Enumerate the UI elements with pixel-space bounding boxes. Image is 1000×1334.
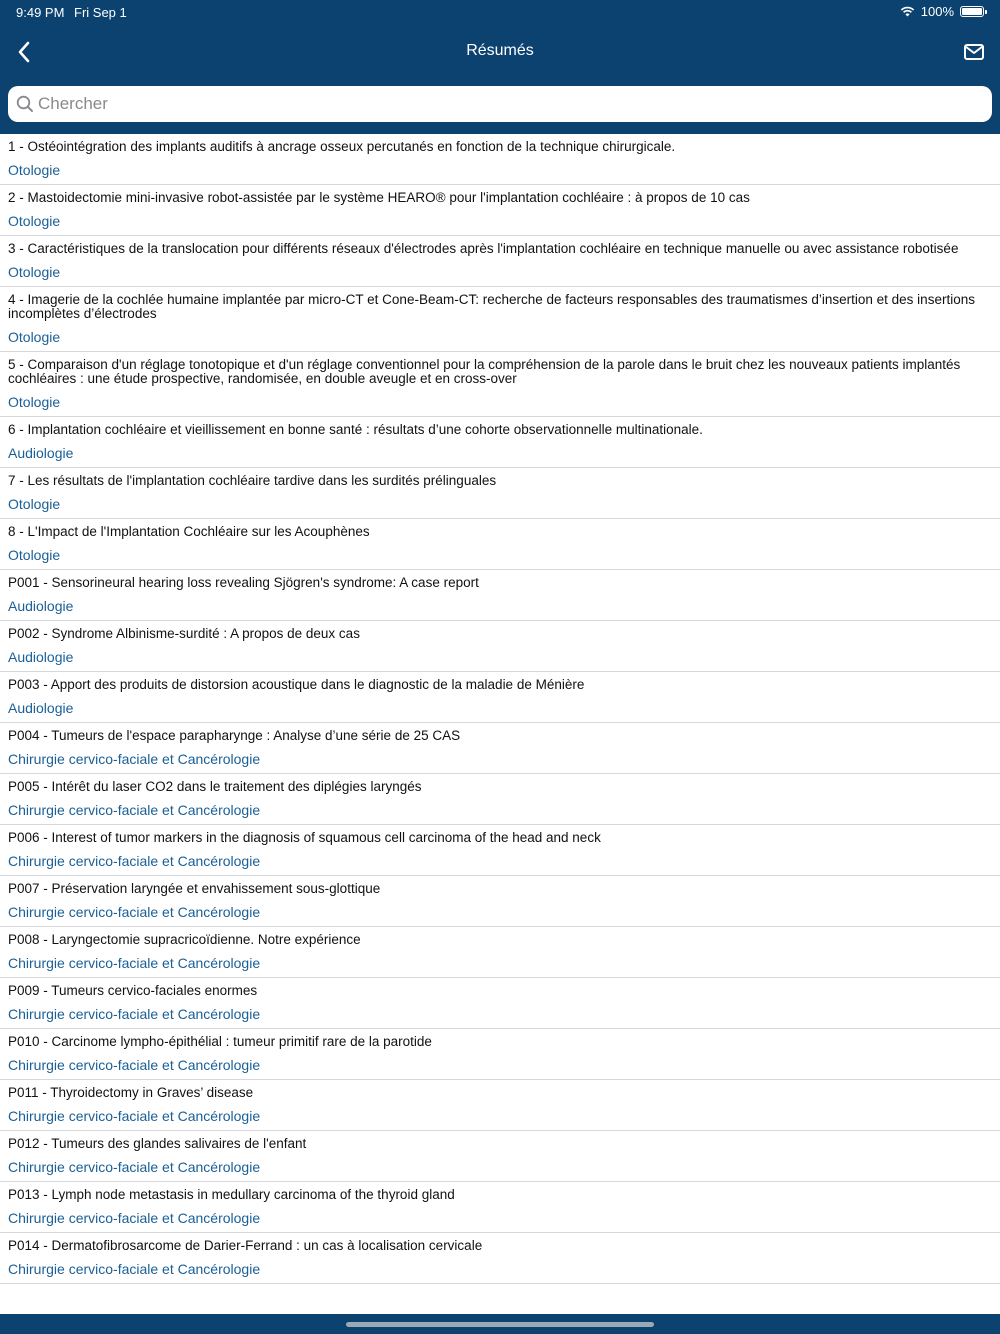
- abstract-category: Chirurgie cervico-faciale et Cancérologie: [8, 802, 261, 818]
- abstract-category: Otologie: [8, 496, 61, 512]
- abstract-title: P007 - Préservation laryngée et envahissement sous-glottique: [8, 881, 381, 896]
- abstract-category: Chirurgie cervico-faciale et Cancérologie: [8, 955, 261, 971]
- navigation-bar: [0, 30, 1000, 74]
- list-item[interactable]: [0, 876, 1000, 927]
- abstract-category: Chirurgie cervico-faciale et Cancérologie: [8, 751, 261, 767]
- abstract-category: Chirurgie cervico-faciale et Cancérologie: [8, 1057, 261, 1073]
- list-item[interactable]: [0, 1131, 1000, 1182]
- mail-button[interactable]: [960, 40, 988, 64]
- app-header: [0, 0, 1000, 134]
- abstract-category: Audiologie: [8, 649, 74, 665]
- abstract-category: Chirurgie cervico-faciale et Cancérologie: [8, 904, 261, 920]
- abstract-title: 7 - Les résultats de l'implantation cochléaire tardive dans les surdités prélinguales: [8, 473, 497, 488]
- list-item[interactable]: [0, 1233, 1000, 1284]
- list-item[interactable]: [0, 1029, 1000, 1080]
- abstract-title: 2 - Mastoidectomie mini-invasive robot-assistée par le système HEARO® pour l'implantation cochléaire : à propos de 10 cas: [8, 190, 750, 205]
- abstract-category: Otologie: [8, 394, 61, 410]
- abstract-category: Otologie: [8, 213, 61, 229]
- abstract-title: P002 - Syndrome Albinisme-surdité : A propos de deux cas: [8, 626, 360, 641]
- list-item[interactable]: [0, 978, 1000, 1029]
- status-bar: [0, 0, 1000, 24]
- list-item[interactable]: [0, 468, 1000, 519]
- abstract-title: P012 - Tumeurs des glandes salivaires de l'enfant: [8, 1136, 307, 1151]
- list-item[interactable]: [0, 287, 1000, 352]
- abstract-title: P011 - Thyroidectomy in Graves’ disease: [8, 1085, 254, 1100]
- abstract-category: Chirurgie cervico-faciale et Cancérologie: [8, 1108, 261, 1124]
- list-item[interactable]: [0, 825, 1000, 876]
- abstract-title: P010 - Carcinome lympho-épithélial : tumeur primitif rare de la parotide: [8, 1034, 432, 1049]
- abstract-title: 1 - Ostéointégration des implants auditifs à ancrage osseux percutanés en fonction de la technique chirurgicale.: [8, 139, 676, 154]
- bottom-bar: [0, 1314, 1000, 1334]
- abstract-category: Otologie: [8, 162, 61, 178]
- wifi-icon: [900, 6, 915, 17]
- search-bar: [8, 86, 992, 122]
- abstract-category: Audiologie: [8, 598, 74, 614]
- list-item[interactable]: [0, 774, 1000, 825]
- list-item[interactable]: [0, 417, 1000, 468]
- status-date: Fri Sep 1: [74, 5, 127, 20]
- list-item[interactable]: [0, 621, 1000, 672]
- abstract-category: Otologie: [8, 264, 61, 280]
- status-time: 9:49 PM: [16, 5, 65, 20]
- abstract-title: P009 - Tumeurs cervico-faciales enormes: [8, 983, 258, 998]
- abstract-title: 8 - L'Impact de l'Implantation Cochléaire sur les Acouphènes: [8, 524, 370, 539]
- list-item[interactable]: [0, 236, 1000, 287]
- abstract-category: Otologie: [8, 547, 61, 563]
- abstract-title: 4 - Imagerie de la cochlée humaine implantée par micro-CT et Cone-Beam-CT: recherche de facteurs responsables des traumatismes d’insertion et des insertions incomplètes d’électrodes: [8, 292, 975, 321]
- abstract-category: Chirurgie cervico-faciale et Cancérologie: [8, 1006, 261, 1022]
- list-item[interactable]: [0, 352, 1000, 417]
- abstract-title: P014 - Dermatofibrosarcome de Darier-Ferrand : un cas à localisation cervicale: [8, 1238, 483, 1253]
- abstract-title: 3 - Caractéristiques de la translocation pour différents réseaux d'électrodes après l'implantation cochléaire en technique manuelle ou avec assistance robotisée: [8, 241, 959, 256]
- abstract-title: 5 - Comparaison d'un réglage tonotopique et d'un réglage conventionnel pour la compréhension de la parole dans le bruit chez les nouveaux patients implantés cochléaires : une étude prospective, randomisée, en double aveugle et en cross-over: [8, 357, 961, 386]
- abstract-category: Audiologie: [8, 445, 74, 461]
- list-item[interactable]: [0, 1182, 1000, 1233]
- abstract-category: Chirurgie cervico-faciale et Cancérologie: [8, 853, 261, 869]
- list-item[interactable]: [0, 570, 1000, 621]
- abstract-category: Chirurgie cervico-faciale et Cancérologie: [8, 1159, 261, 1175]
- abstract-title: P003 - Apport des produits de distorsion acoustique dans le diagnostic de la maladie de Ménière: [8, 677, 585, 692]
- list-item[interactable]: [0, 519, 1000, 570]
- abstract-title: P004 - Tumeurs de l'espace parapharynge : Analyse d’une série de 25 CAS: [8, 728, 461, 743]
- status-indicators: [900, 4, 984, 19]
- abstract-category: Chirurgie cervico-faciale et Cancérologie: [8, 1261, 261, 1277]
- abstract-title: P006 - Interest of tumor markers in the diagnosis of squamous cell carcinoma of the head and neck: [8, 830, 601, 845]
- abstract-category: Chirurgie cervico-faciale et Cancérologie: [8, 1210, 261, 1226]
- abstract-title: P013 - Lymph node metastasis in medullary carcinoma of the thyroid gland: [8, 1187, 455, 1202]
- list-item[interactable]: [0, 723, 1000, 774]
- abstract-category: Audiologie: [8, 700, 74, 716]
- list-item[interactable]: [0, 672, 1000, 723]
- home-indicator[interactable]: [346, 1322, 654, 1327]
- abstract-title: P001 - Sensorineural hearing loss revealing Sjögren's syndrome: A case report: [8, 575, 479, 590]
- abstract-title: P008 - Laryngectomie supracricoïdienne. Notre expérience: [8, 932, 361, 947]
- search-input[interactable]: [38, 86, 978, 122]
- abstract-title: P005 - Intérêt du laser CO2 dans le traitement des diplégies laryngés: [8, 779, 422, 794]
- list-item[interactable]: [0, 134, 1000, 185]
- page-title: Résumés: [466, 42, 534, 59]
- battery-icon: [960, 6, 984, 17]
- search-icon: [16, 95, 34, 113]
- list-item[interactable]: [0, 1080, 1000, 1131]
- list-item[interactable]: [0, 927, 1000, 978]
- abstract-category: Otologie: [8, 329, 61, 345]
- list-item[interactable]: [0, 185, 1000, 236]
- abstract-list: [0, 134, 1000, 1314]
- envelope-icon: [960, 40, 988, 64]
- abstract-title: 6 - Implantation cochléaire et vieillissement en bonne santé : résultats d’une cohorte observationnelle multinationale.: [8, 422, 703, 437]
- battery-percent: 100%: [920, 4, 954, 19]
